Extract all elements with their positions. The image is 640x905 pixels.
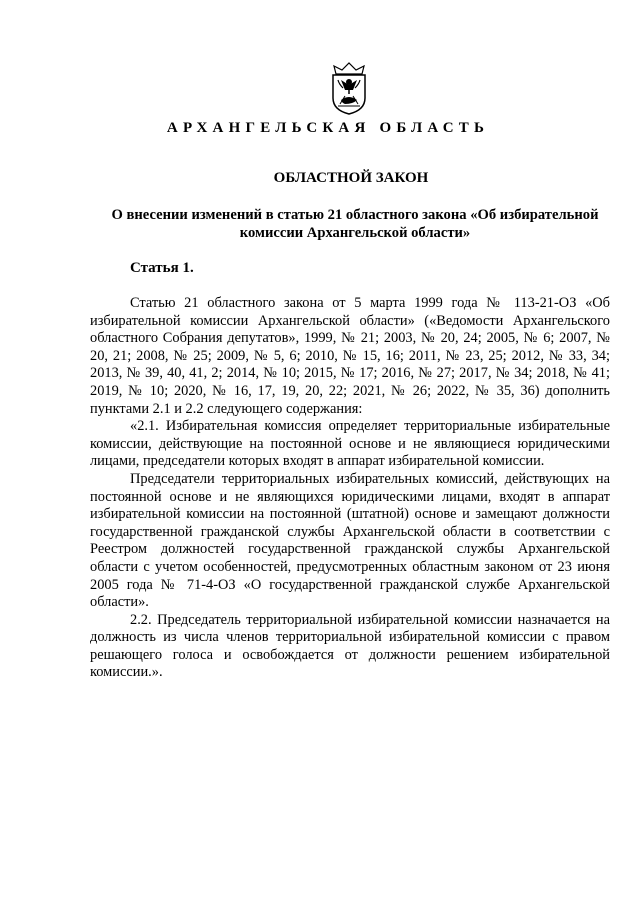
- paragraph: 2.2. Председатель территориальной избирательной комиссии назначается на должность из числа членов территориальной избирательной комиссии с правом решающего голоса и освобождается от должности решением избирательной комиссии.».: [90, 611, 610, 681]
- region-name: АРХАНГЕЛЬСКАЯ ОБЛАСТЬ: [166, 120, 490, 136]
- document-body: [90, 295, 610, 682]
- document-type: ОБЛАСТНОЙ ЗАКОН: [273, 170, 429, 186]
- article-heading: Статья 1.: [130, 260, 194, 276]
- paragraph: Председатели территориальных избирательных комиссий, действующих на постоянной основе и не являющихся юридическими лицами, входят в аппарат избирательной комиссии на постоянной (штатной) основе и замещают должности государственной гражданской службы Архангельской области в соответствии с Реестром должностей государственной гражданской службы Архангельской области с учетом особенностей, предусмотренных областным законом от 23 июня 2005 года № 71-4-ОЗ «О государственной гражданской службе Архангельской области».: [90, 470, 610, 611]
- arkhangelsk-coat-of-arms-icon: [325, 60, 373, 116]
- document-title: О внесении изменений в статью 21 областного закона «Об избирательной комиссии Архангельской области»: [111, 207, 599, 241]
- paragraph: «2.1. Избирательная комиссия определяет территориальные избирательные комиссии, действующие на постоянной основе и не являющиеся юридическими лицами, председатели которых входят в аппарат избирательной комиссии.: [90, 418, 610, 470]
- paragraph: Статью 21 областного закона от 5 марта 1999 года № 113-21-ОЗ «Об избирательной комиссии Архангельской области» («Ведомости Архангельского областного Собрания депутатов», 1999, № 21; 2003, № 20, 24; 2005, № 6; 2007, № 20, 21; 2008, № 25; 2009, № 5, 6; 2010, № 15, 16; 2011, № 23, 25; 2012, № 33, 34; 2013, № 39, 40, 41, 2; 2014, № 10; 2015, № 17; 2016, № 27; 2017, № 34; 2018, № 41; 2019, № 10; 2020, № 16, 17, 19, 20, 22; 2021, № 26; 2022, № 35, 36) дополнить пунктами 2.1 и 2.2 следующего содержания:: [90, 295, 610, 417]
